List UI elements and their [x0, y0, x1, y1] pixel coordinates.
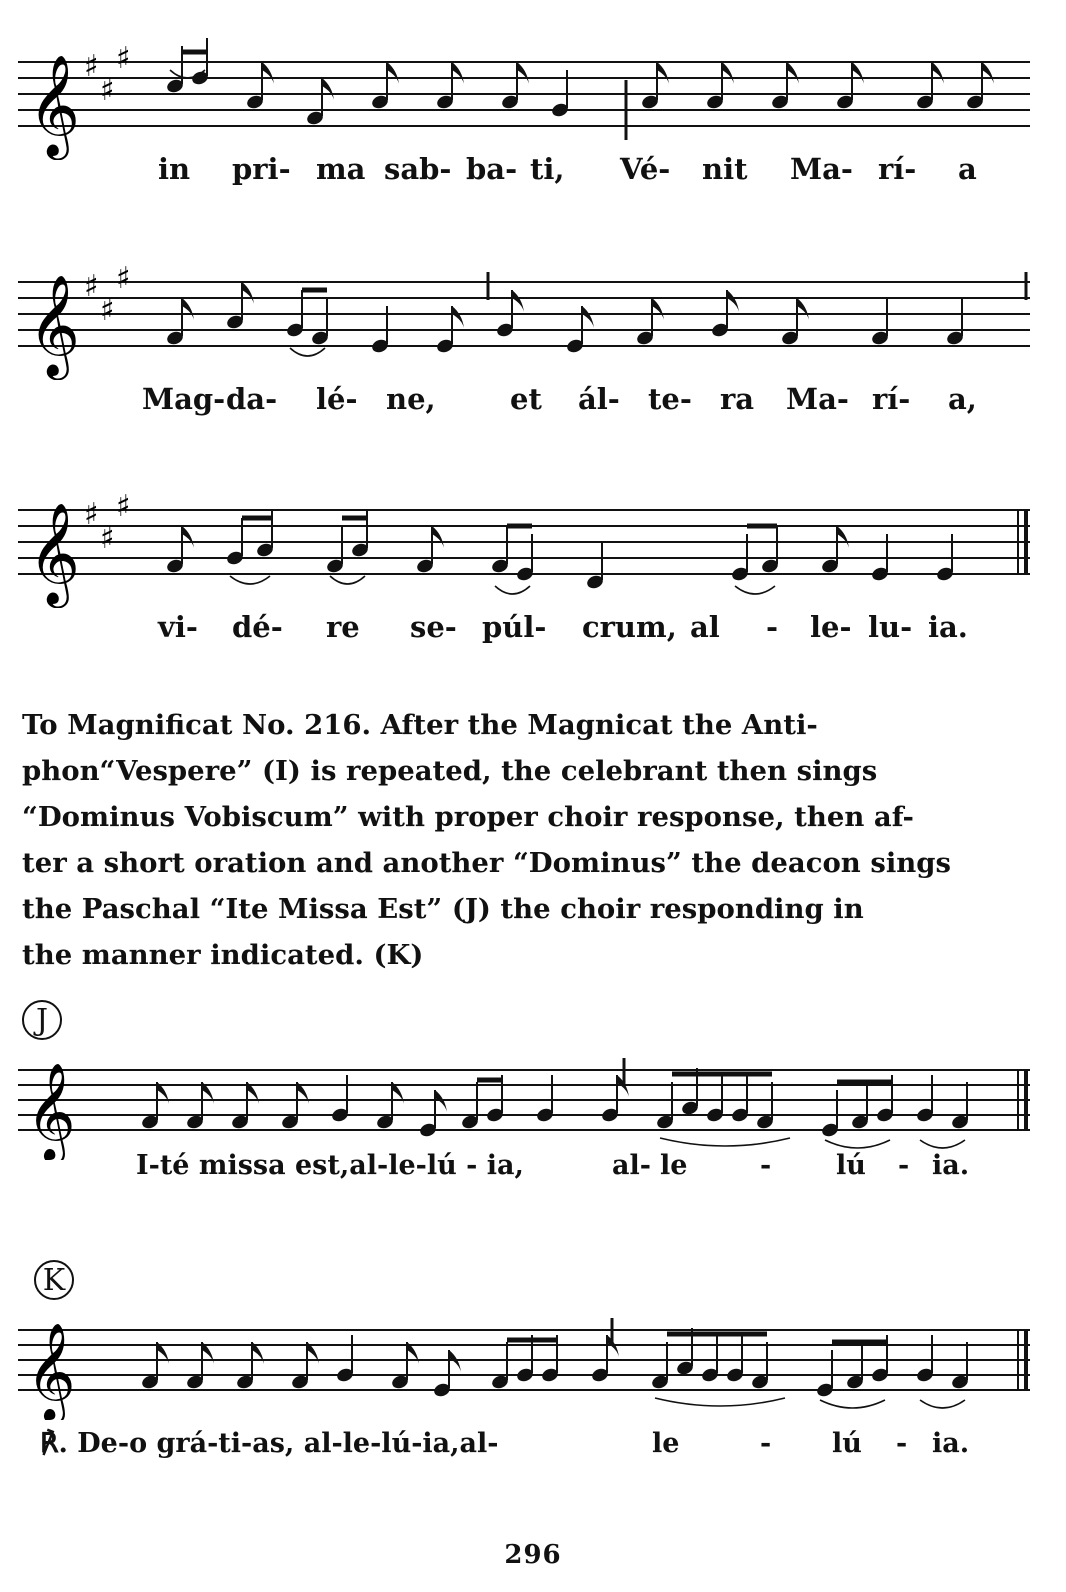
lyric-syllable: le [660, 1150, 688, 1181]
lyric-syllable: al- [612, 1150, 651, 1181]
lyric-syllable: Mag- [142, 382, 226, 416]
section-label-k: K [34, 1260, 74, 1300]
music-system-k [0, 1300, 1066, 1460]
note-flag [517, 62, 529, 84]
lyric-syllable: rí- [878, 152, 917, 186]
note-flag [582, 306, 594, 328]
note-flag [322, 78, 334, 100]
note-flag [652, 298, 664, 320]
note-flag [657, 62, 669, 84]
lyric-syllable: ia. [932, 1150, 970, 1181]
notes-3 [165, 510, 954, 594]
lyric-syllable: et [510, 382, 542, 416]
lyric-syllable: - [760, 1428, 772, 1459]
lyric-syllable: a, [948, 382, 977, 416]
notes-2 [165, 282, 964, 356]
treble-clef-icon: 𝄞 [26, 1322, 76, 1420]
section-label-j: J [22, 1000, 62, 1040]
lyric-syllable: - [766, 610, 779, 644]
notes-k [140, 1328, 969, 1408]
svg-text:♯: ♯ [84, 49, 99, 84]
key-signature-sharps [84, 489, 131, 556]
treble-clef-icon: 𝄞 [28, 53, 81, 156]
note-flag [797, 298, 809, 320]
note-flag [727, 290, 739, 312]
note-flag [852, 62, 864, 84]
music-system-1 [0, 30, 1066, 200]
lyric-syllable: lé- [316, 382, 358, 416]
slur [655, 1398, 785, 1406]
slur [920, 1140, 965, 1148]
slur [290, 348, 325, 356]
slur [330, 576, 365, 584]
rubric-line: ter a short oration and another “Dominus” the deacon sings [22, 847, 951, 879]
rubric-line: phon“Vespere” (I) is repeated, the celebrant then sings [22, 755, 878, 787]
music-system-2 [0, 250, 1066, 420]
treble-clef-icon: 𝄞 [26, 1062, 76, 1160]
note-flag [182, 526, 194, 548]
staff-j [0, 1040, 1066, 1160]
music-system-j [0, 1040, 1066, 1190]
lyric-syllable: te- [648, 382, 692, 416]
lyric-syllable: - [898, 1150, 910, 1181]
lyric-syllable: ra [720, 382, 755, 416]
rubric-line: the manner indicated. (K) [22, 939, 424, 971]
svg-text:♯: ♯ [100, 73, 115, 108]
slur [920, 1400, 965, 1408]
lyric-syllable: lú [832, 1428, 862, 1459]
rubric-line: To Magnificat No. 216. After the Magnicat the Anti- [22, 709, 818, 741]
lyric-syllable: in [158, 152, 191, 186]
lyric-syllable: pri- [232, 152, 291, 186]
note-flag [932, 62, 944, 84]
rubric-line: the Paschal “Ite Missa Est” (J) the choir responding in [22, 893, 864, 925]
note-flag [452, 306, 464, 328]
rubric-line: “Dominus Vobiscum” with proper choir response, then af- [22, 801, 914, 833]
slur [735, 586, 775, 594]
lyric-syllable: crum, [582, 610, 677, 644]
lyric-syllable: da- [226, 382, 278, 416]
lyric-syllable: ia. [928, 610, 968, 644]
staff-1 [0, 30, 1066, 160]
slur [495, 586, 530, 594]
lyric-syllable: nit [702, 152, 748, 186]
notes-1 [165, 38, 994, 126]
lyric-syllable: vi- [158, 610, 198, 644]
lyric-syllable: se- [410, 610, 457, 644]
lyric-syllable: ma [316, 152, 366, 186]
svg-text:♯: ♯ [100, 521, 115, 556]
lyric-syllable: Ma- [786, 382, 849, 416]
rubric-paragraph [22, 702, 1032, 978]
svg-text:♯: ♯ [84, 269, 99, 304]
lyric-syllable: ne, [386, 382, 436, 416]
key-signature-sharps [84, 41, 131, 108]
lyric-syllable: Ma- [790, 152, 853, 186]
lyric-syllable: rí- [872, 382, 911, 416]
lyric-syllable: a [958, 152, 977, 186]
lyric-syllable: al [690, 610, 720, 644]
staff-k [0, 1300, 1066, 1420]
key-signature-sharps [84, 261, 131, 328]
note-flag [432, 526, 444, 548]
svg-text:♯: ♯ [116, 41, 131, 76]
lyric-syllable: Vé- [620, 152, 671, 186]
lyric-syllable: dé- [232, 610, 283, 644]
notes-j [140, 1068, 969, 1148]
svg-text:♯: ♯ [116, 489, 131, 524]
note-flag [242, 282, 254, 304]
treble-clef-icon: 𝄞 [28, 273, 81, 376]
svg-text:♯: ♯ [84, 497, 99, 532]
svg-text:♯: ♯ [116, 261, 131, 296]
lyric-syllable: lú [836, 1150, 866, 1181]
lyric-syllable: sab- [384, 152, 452, 186]
note-flag [787, 62, 799, 84]
note-flag [387, 62, 399, 84]
lyric-syllable: lu- [868, 610, 913, 644]
lyric-syllable: - [896, 1428, 908, 1459]
staff-2 [0, 250, 1066, 380]
lyric-syllable: ál- [578, 382, 620, 416]
slur [820, 1400, 885, 1408]
lyric-syllable: púl- [482, 610, 547, 644]
lyric-syllable: le- [810, 610, 852, 644]
lyric-syllable: le [652, 1428, 680, 1459]
lyric-syllable: ia. [932, 1428, 970, 1459]
note-flag [452, 62, 464, 84]
note-flag [262, 62, 274, 84]
lyric-syllable: re [326, 610, 360, 644]
note-flag [722, 62, 734, 84]
note-flag [837, 526, 849, 548]
music-system-3 [0, 478, 1066, 648]
lyric-syllable: - [760, 1150, 772, 1181]
slur [660, 1138, 790, 1146]
slur [230, 576, 270, 584]
note-flag [512, 290, 524, 312]
lyric-syllable: I-té missa est,al-le-lú - ia, [136, 1150, 524, 1181]
lyric-syllable: ba- [466, 152, 518, 186]
page-number: 296 [504, 1540, 562, 1570]
treble-clef-icon: 𝄞 [28, 501, 81, 604]
svg-text:♯: ♯ [100, 293, 115, 328]
lyric-syllable: ti, [530, 152, 565, 186]
note-flag [182, 298, 194, 320]
staff-3 [0, 478, 1066, 608]
lyric-syllable: ℟. De-o grá-ti-as, al-le-lú-ia,al- [40, 1428, 499, 1459]
note-flag [982, 62, 994, 84]
slur [825, 1140, 890, 1148]
